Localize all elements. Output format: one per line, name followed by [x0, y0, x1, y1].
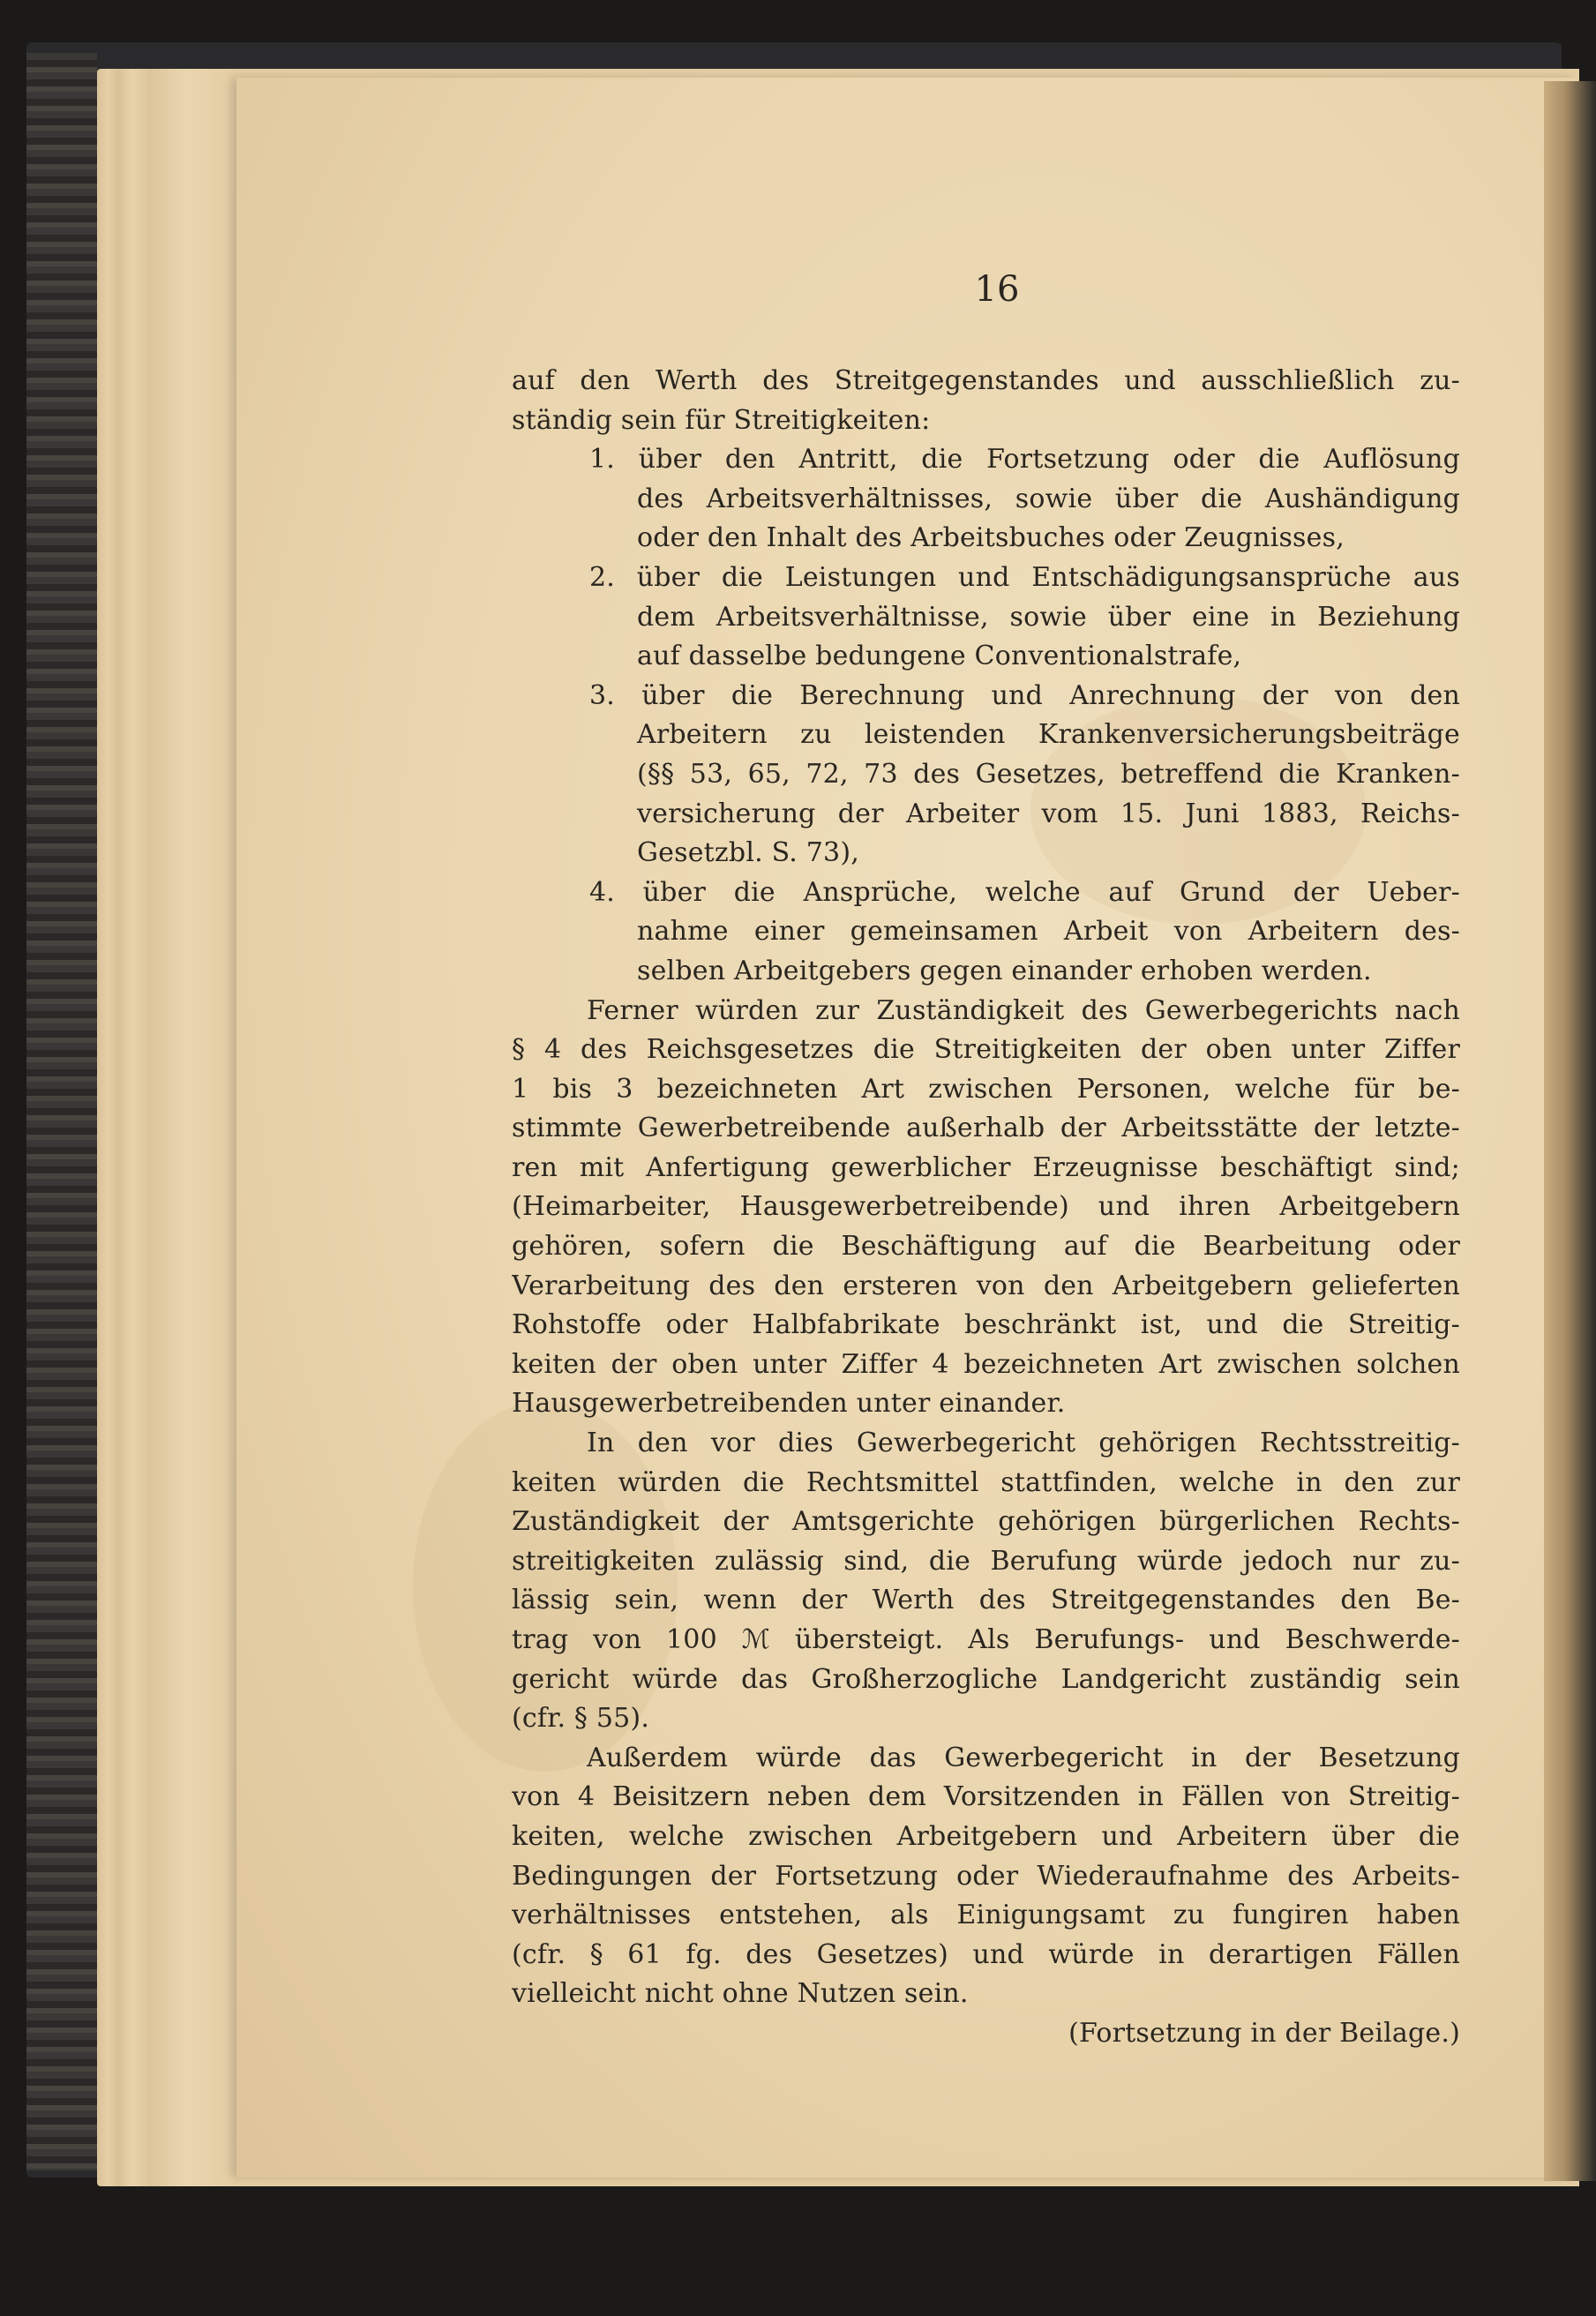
- text-line: keiten der oben unter Ziffer 4 bezeichneten Art zwischen solchen: [512, 1348, 1460, 1380]
- page-gutter: [1544, 81, 1596, 2181]
- text-line: gericht würde das Großherzogliche Landgericht zuständig sein: [512, 1663, 1460, 1695]
- text-line: des Arbeitsverhältnisses, sowie über die Aushändigung: [637, 483, 1460, 514]
- text-line: (cfr. § 61 fg. des Gesetzes) und würde in derartigen Fällen: [512, 1938, 1460, 1970]
- text-line: oder den Inhalt des Arbeitsbuches oder Zeugnisses,: [637, 522, 1345, 554]
- text-line: selben Arbeitgebers gegen einander erhoben werden.: [637, 955, 1372, 986]
- paragraph-start: Außerdem würde das Gewerbegericht in der Besetzung: [587, 1742, 1460, 1773]
- text-line: ständig sein für Streitigkeiten:: [512, 404, 931, 436]
- text-line: nahme einer gemeinsamen Arbeit von Arbeitern des-: [637, 916, 1460, 948]
- text-line: stimmte Gewerbetreibende außerhalb der Arbeitsstätte der letzte-: [512, 1113, 1460, 1144]
- text-line: § 4 des Reichsgesetzes die Streitigkeiten der oben unter Ziffer: [512, 1034, 1460, 1066]
- text-line: Gesetzbl. S. 73),: [637, 837, 859, 869]
- page-text: [512, 362, 1460, 2054]
- text-line: verhältnisses entstehen, als Einigungsamt zu fungiren haben: [512, 1900, 1460, 1931]
- text-line: Hausgewerbetreibenden unter einander.: [512, 1388, 1066, 1420]
- paragraph-start: Ferner würden zur Zuständigkeit des Gewerbegerichts nach: [587, 994, 1460, 1026]
- text-line: Rohstoffe oder Halbfabrikate beschränkt ist, und die Streitig-: [512, 1309, 1460, 1341]
- text-line: (Heimarbeiter, Hausgewerbetreibende) und ihren Arbeitgebern: [512, 1191, 1460, 1223]
- text-line: lässig sein, wenn der Werth des Streitgegenstandes den Be-: [512, 1585, 1460, 1616]
- list-item: 1. über den Antritt, die Fortsetzung oder die Auflösung: [589, 444, 1460, 476]
- text-line: auf dasselbe bedungene Conventionalstrafe,: [637, 641, 1242, 672]
- text-line: versicherung der Arbeiter vom 15. Juni 1883, Reichs-: [637, 798, 1460, 829]
- text-line: auf den Werth des Streitgegenstandes und ausschließlich zu-: [512, 365, 1460, 396]
- book-spine: [26, 53, 97, 2170]
- text-line: dem Arbeitsverhältnisse, sowie über eine in Beziehung: [637, 601, 1460, 633]
- paragraph-start: In den vor dies Gewerbegericht gehörigen Rechtsstreitig-: [587, 1428, 1460, 1459]
- page-number: 16: [974, 269, 1020, 310]
- text-line: keiten, welche zwischen Arbeitgebern und Arbeitern über die: [512, 1820, 1460, 1852]
- text-line: Arbeitern zu leistenden Krankenversicherungsbeiträge: [637, 719, 1460, 751]
- continuation-note: (Fortsetzung in der Beilage.): [1068, 2017, 1460, 2049]
- text-line: 1 bis 3 bezeichneten Art zwischen Personen, welche für be-: [512, 1073, 1460, 1105]
- text-line: Zuständigkeit der Amtsgerichte gehörigen bürgerlichen Rechts-: [512, 1506, 1460, 1538]
- text-line: trag von 100 ℳ übersteigt. Als Berufungs- und Beschwerde-: [512, 1624, 1460, 1655]
- text-line: (cfr. § 55).: [512, 1703, 650, 1735]
- text-line: vielleicht nicht ohne Nutzen sein.: [512, 1978, 969, 2010]
- text-line: ren mit Anfertigung gewerblicher Erzeugnisse beschäftigt sind;: [512, 1151, 1460, 1183]
- text-line: von 4 Beisitzern neben dem Vorsitzenden in Fällen von Streitig-: [512, 1781, 1460, 1813]
- text-line: Bedingungen der Fortsetzung oder Wiederaufnahme des Arbeits-: [512, 1860, 1460, 1892]
- text-line: (§§ 53, 65, 72, 73 des Gesetzes, betreffend die Kranken-: [637, 758, 1460, 790]
- text-line: streitigkeiten zulässig sind, die Berufung würde jedoch nur zu-: [512, 1545, 1460, 1577]
- list-item: 2. über die Leistungen und Entschädigungsansprüche aus: [589, 561, 1460, 593]
- list-item: 4. über die Ansprüche, welche auf Grund der Ueber-: [589, 876, 1460, 908]
- text-line: gehören, sofern die Beschäftigung auf die Bearbeitung oder: [512, 1231, 1460, 1263]
- list-item: 3. über die Berechnung und Anrechnung der von den: [589, 679, 1460, 711]
- text-line: Verarbeitung des den ersteren von den Arbeitgebern gelieferten: [512, 1270, 1460, 1301]
- text-line: keiten würden die Rechtsmittel stattfinden, welche in den zur: [512, 1466, 1460, 1498]
